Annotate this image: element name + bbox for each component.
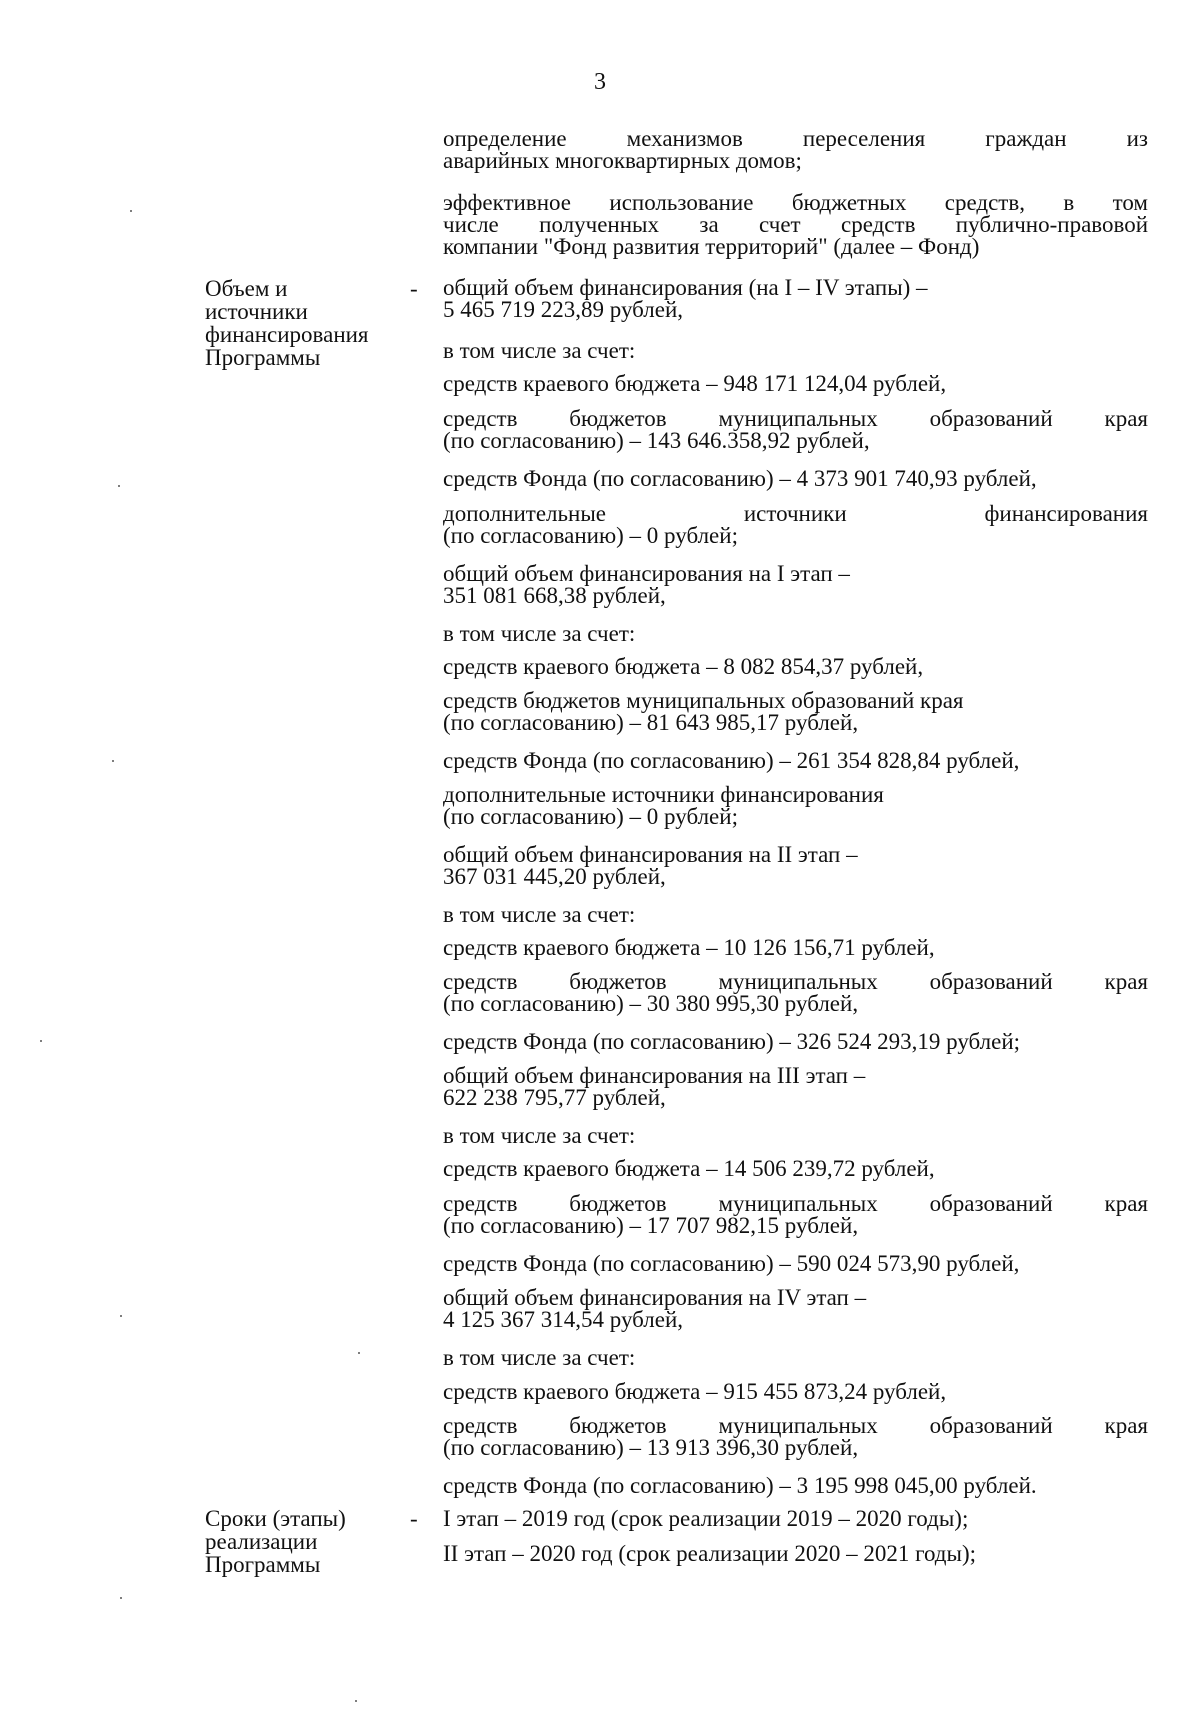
paragraph xyxy=(443,192,1148,258)
paragraph xyxy=(443,503,1148,547)
text-line: средств бюджетов муниципальных образований края xyxy=(443,1191,1148,1216)
text-line: средств краевого бюджета – 948 171 124,04 рублей, xyxy=(443,371,947,396)
paragraph xyxy=(443,656,1148,678)
text-line: дополнительные источники финансирования xyxy=(443,501,1148,526)
text-line: эффективное использование бюджетных средств, в том xyxy=(443,190,1148,215)
text-line: общий объем финансирования на III этап – xyxy=(443,1063,866,1088)
paragraph xyxy=(443,1543,1148,1565)
paragraph xyxy=(443,1065,1148,1109)
text-line: (по согласованию) – 0 рублей; xyxy=(443,523,738,548)
text-line: числе полученных за счет средств публично-правовой xyxy=(443,212,1148,237)
scan-speck xyxy=(120,1597,122,1599)
paragraph xyxy=(443,784,1148,828)
scan-speck xyxy=(118,485,120,487)
text-line: дополнительные источники финансирования xyxy=(443,782,884,807)
paragraph xyxy=(443,1475,1148,1497)
text-line: средств Фонда (по согласованию) – 3 195 998 045,00 рублей. xyxy=(443,1473,1037,1498)
paragraph xyxy=(443,750,1148,772)
page-number: 3 xyxy=(594,69,606,95)
paragraph xyxy=(443,904,1148,926)
paragraph xyxy=(443,1158,1148,1180)
paragraph xyxy=(443,468,1148,490)
paragraph xyxy=(443,1125,1148,1147)
text-line: средств краевого бюджета – 8 082 854,37 рублей, xyxy=(443,654,924,679)
label-line: Сроки (этапы) xyxy=(205,1506,346,1531)
text-line: (по согласованию) – 81 643 985,17 рублей, xyxy=(443,710,859,735)
text-line: средств Фонда (по согласованию) – 261 354 828,84 рублей, xyxy=(443,748,1020,773)
paragraph xyxy=(443,971,1148,1015)
text-line: общий объем финансирования (на I – IV этапы) – xyxy=(443,275,928,300)
text-line: средств бюджетов муниципальных образований края xyxy=(443,1413,1148,1438)
text-line: (по согласованию) – 30 380 995,30 рублей, xyxy=(443,991,859,1016)
paragraph xyxy=(443,1287,1148,1331)
paragraph xyxy=(443,1193,1148,1237)
paragraph xyxy=(443,1508,1148,1530)
text-line: (по согласованию) – 143 646.358,92 рублей, xyxy=(443,428,870,453)
paragraph xyxy=(443,1381,1148,1403)
text-line: средств краевого бюджета – 915 455 873,24 рублей, xyxy=(443,1379,947,1404)
label-line: источники xyxy=(205,299,308,324)
paragraph xyxy=(443,128,1148,172)
paragraph xyxy=(443,1031,1148,1053)
text-line: средств бюджетов муниципальных образований края xyxy=(443,688,964,713)
text-line: средств Фонда (по согласованию) – 326 524 293,19 рублей; xyxy=(443,1029,1021,1054)
section-label-timeline xyxy=(205,1507,405,1576)
paragraph xyxy=(443,623,1148,645)
scan-speck xyxy=(355,1700,357,1702)
scan-speck xyxy=(112,760,114,762)
paragraph xyxy=(443,408,1148,452)
text-line: I этап – 2019 год (срок реализации 2019 – 2020 годы); xyxy=(443,1506,969,1531)
paragraph xyxy=(443,1415,1148,1459)
text-line: средств краевого бюджета – 14 506 239,72 рублей, xyxy=(443,1156,935,1181)
text-line: в том числе за счет: xyxy=(443,902,636,927)
text-line: средств бюджетов муниципальных образований края xyxy=(443,969,1148,994)
text-line: 5 465 719 223,89 рублей, xyxy=(443,297,684,322)
paragraph xyxy=(443,277,1148,321)
text-line: II этап – 2020 год (срок реализации 2020 – 2021 годы); xyxy=(443,1541,976,1566)
paragraph xyxy=(443,937,1148,959)
paragraph xyxy=(443,373,1148,395)
scan-speck xyxy=(358,1352,360,1354)
text-line: (по согласованию) – 13 913 396,30 рублей, xyxy=(443,1435,859,1460)
label-line: Программы xyxy=(205,1552,321,1577)
text-line: средств Фонда (по согласованию) – 4 373 901 740,93 рублей, xyxy=(443,466,1037,491)
paragraph xyxy=(443,1253,1148,1275)
text-line: определение механизмов переселения граждан из xyxy=(443,126,1148,151)
section-dash: - xyxy=(410,1506,418,1531)
label-line: Объем и xyxy=(205,276,288,301)
section-label-financing xyxy=(205,277,405,369)
text-line: в том числе за счет: xyxy=(443,338,636,363)
text-line: аварийных многоквартирных домов; xyxy=(443,148,802,173)
paragraph xyxy=(443,1347,1148,1369)
paragraph xyxy=(443,563,1148,607)
text-line: 4 125 367 314,54 рублей, xyxy=(443,1307,684,1332)
label-line: реализации xyxy=(205,1529,318,1554)
text-line: в том числе за счет: xyxy=(443,621,636,646)
text-line: средств краевого бюджета – 10 126 156,71 рублей, xyxy=(443,935,935,960)
text-line: (по согласованию) – 17 707 982,15 рублей, xyxy=(443,1213,859,1238)
text-line: средств бюджетов муниципальных образований края xyxy=(443,406,1148,431)
label-line: финансирования xyxy=(205,322,369,347)
text-line: 351 081 668,38 рублей, xyxy=(443,583,666,608)
text-line: компании "Фонд развития территорий" (далее – Фонд) xyxy=(443,234,980,259)
scan-speck xyxy=(120,1315,122,1317)
text-line: (по согласованию) – 0 рублей; xyxy=(443,804,738,829)
text-line: общий объем финансирования на I этап – xyxy=(443,561,850,586)
text-line: 367 031 445,20 рублей, xyxy=(443,864,666,889)
scan-speck xyxy=(40,1040,42,1042)
paragraph xyxy=(443,844,1148,888)
text-line: общий объем финансирования на IV этап – xyxy=(443,1285,867,1310)
text-line: в том числе за счет: xyxy=(443,1123,636,1148)
text-line: средств Фонда (по согласованию) – 590 024 573,90 рублей, xyxy=(443,1251,1020,1276)
text-line: 622 238 795,77 рублей, xyxy=(443,1085,666,1110)
paragraph xyxy=(443,340,1148,362)
paragraph xyxy=(443,690,1148,734)
text-line: в том числе за счет: xyxy=(443,1345,636,1370)
label-line: Программы xyxy=(205,345,321,370)
text-line: общий объем финансирования на II этап – xyxy=(443,842,858,867)
section-dash: - xyxy=(410,276,418,301)
scan-speck xyxy=(130,210,132,212)
